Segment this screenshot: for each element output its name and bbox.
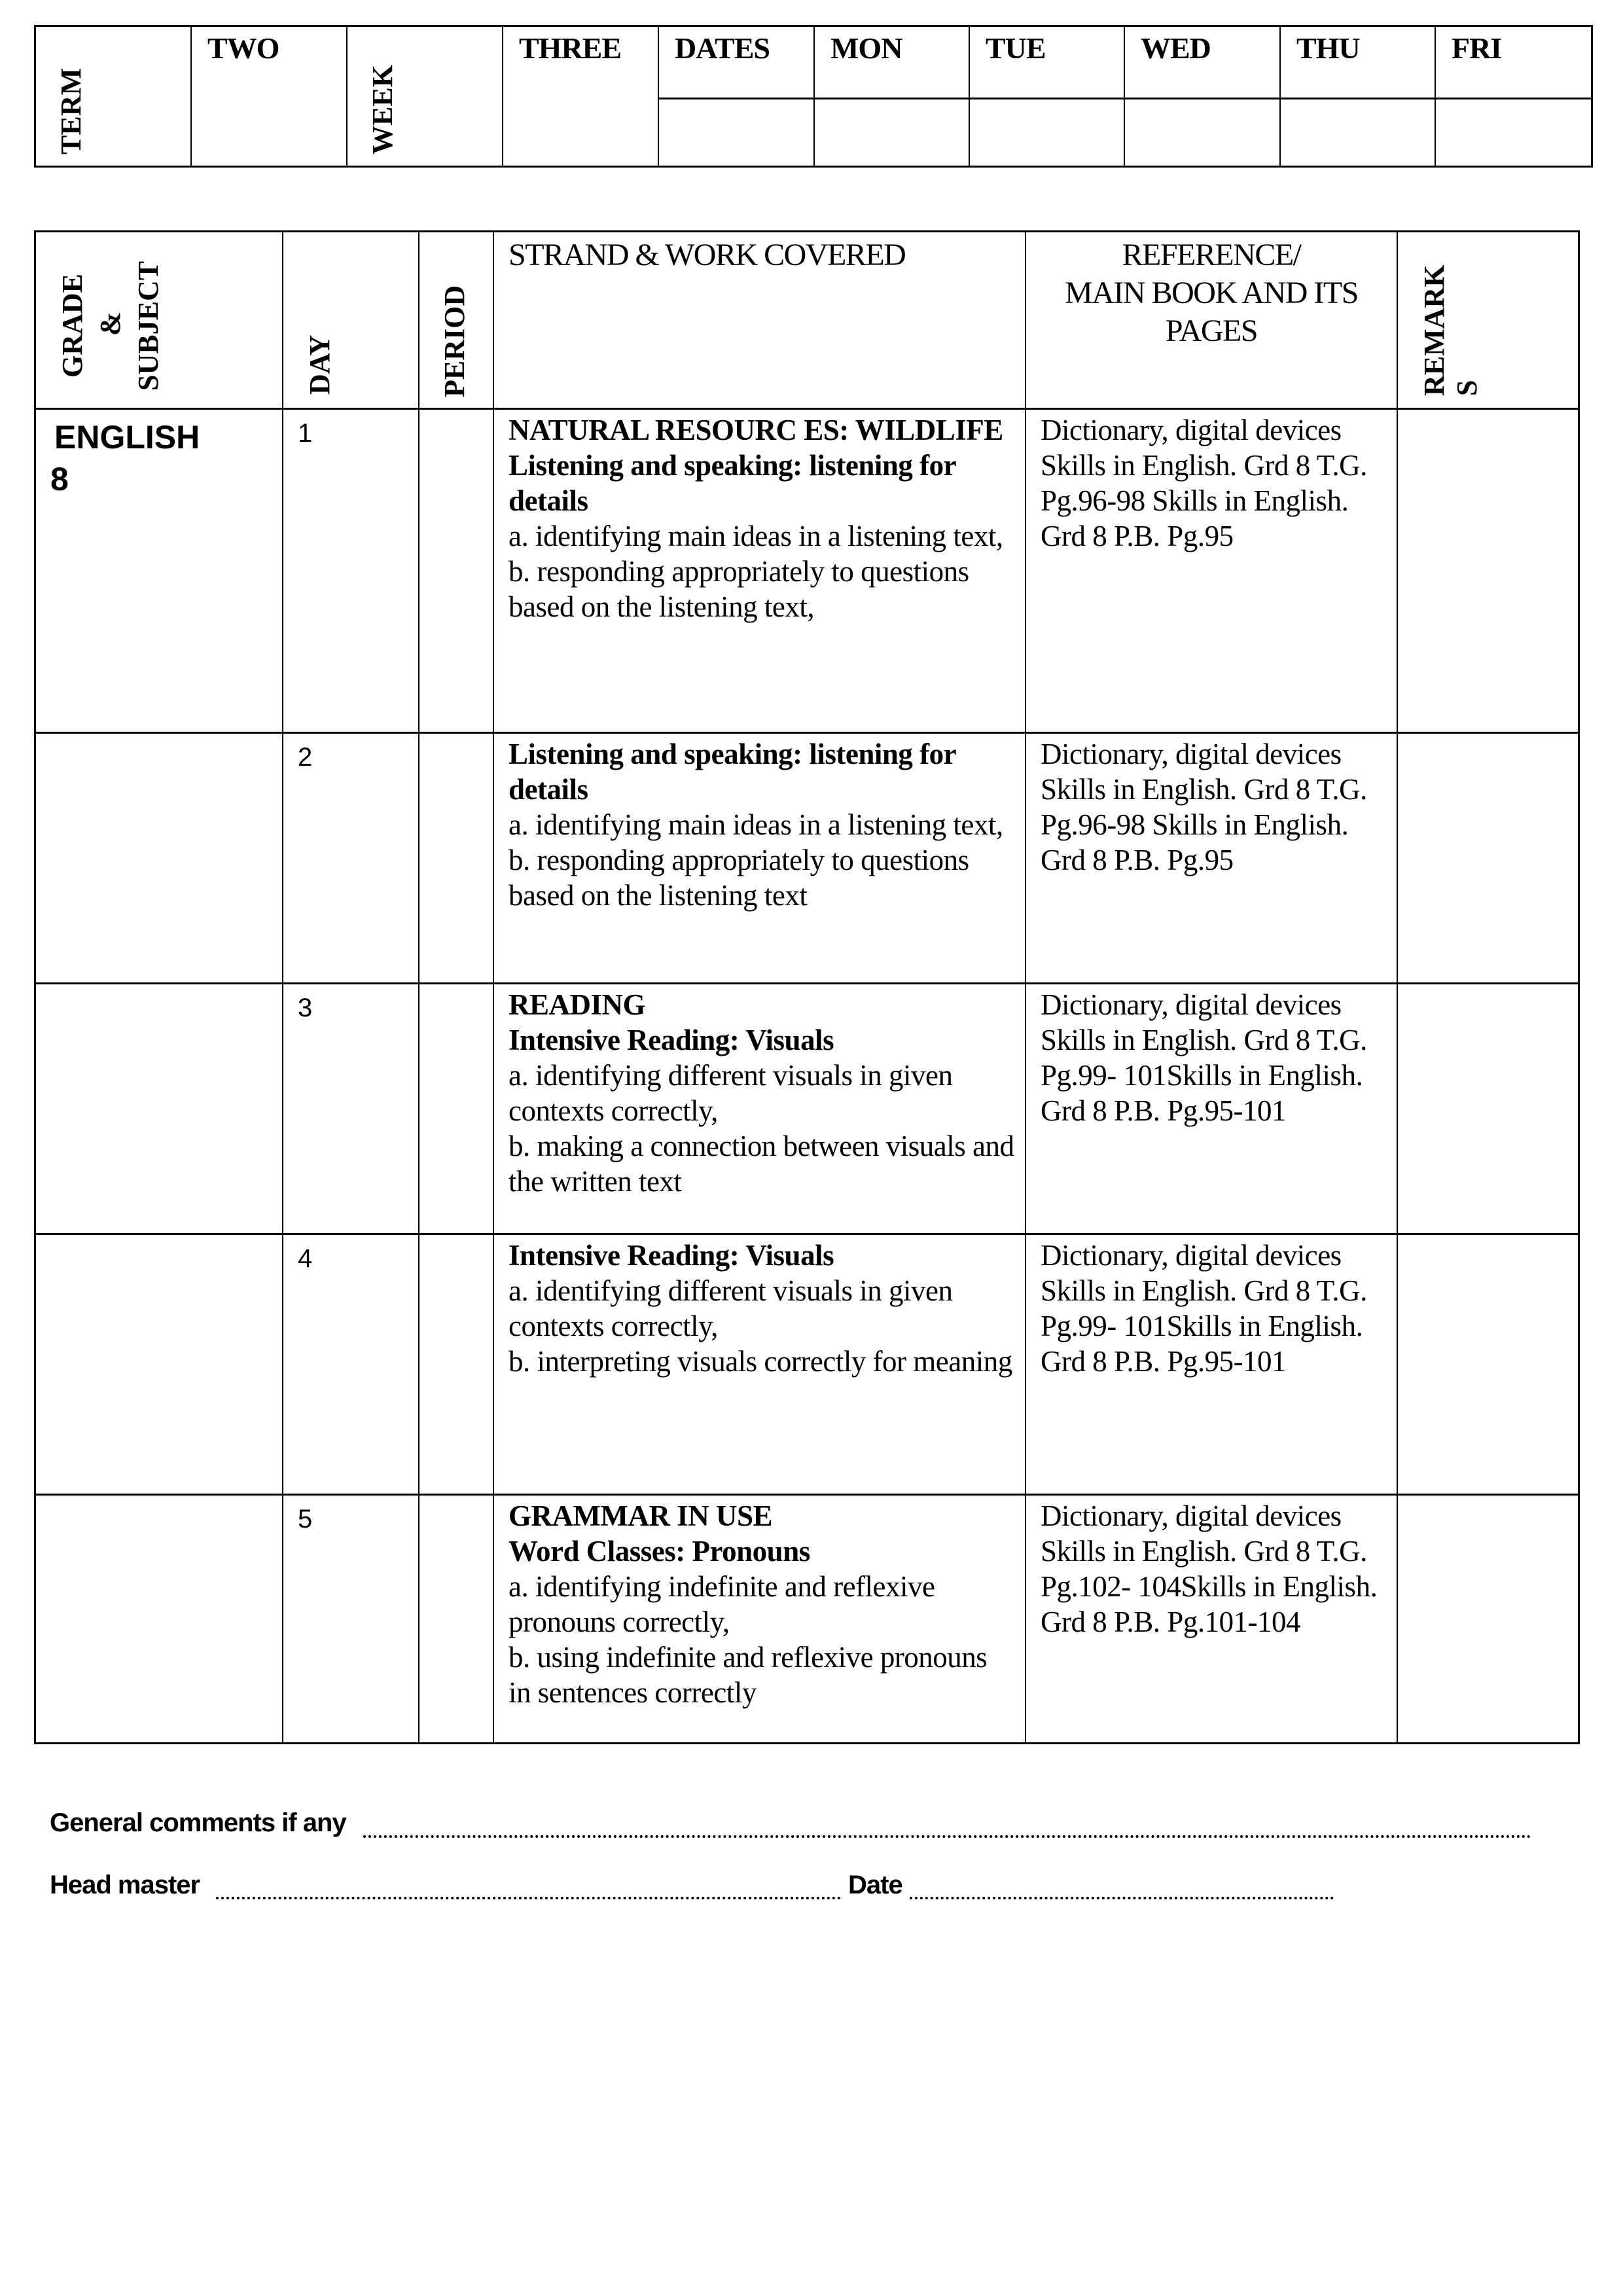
header-subject-label: SUBJECT <box>132 260 164 391</box>
general-comments-label: General comments if any <box>50 1808 346 1837</box>
reference-text: Dictionary, digital devices Skills in English. Grd 8 T.G. Pg.102- 104Skills in English. Grd 8 P.B. Pg.101-104 <box>1041 1499 1378 1638</box>
day-number: 1 <box>298 419 313 448</box>
subject-name: ENGLISH <box>54 419 200 456</box>
day-col-fri <box>1436 27 1591 166</box>
dates-grid <box>659 27 1591 166</box>
reference-text: Dictionary, digital devices Skills in English. Grd 8 T.G. Pg.96-98 Skills in English. Grd 8 P.B. Pg.95 <box>1041 414 1367 552</box>
strand-cell <box>494 734 1026 982</box>
header-grade-subject <box>36 232 283 408</box>
strand-item: a. identifying main ideas in a listening text, <box>508 808 1003 841</box>
reference-text: Dictionary, digital devices Skills in English. Grd 8 T.G. Pg.99- 101Skills in English. Grd 8 P.B. Pg.95-101 <box>1041 988 1367 1127</box>
term-label-cell <box>36 27 192 166</box>
day-label-mon: MON <box>830 31 902 65</box>
strand-subtitle: Intensive Reading: Visuals <box>508 1024 834 1056</box>
strand-item: b. responding appropriately to questions based on the listening text <box>508 844 969 912</box>
week-label-cell <box>348 27 503 166</box>
strand-cell <box>494 410 1026 732</box>
day-cell <box>283 734 419 982</box>
head-master-label: Head master <box>50 1871 200 1899</box>
header-reference-line1: REFERENCE/ <box>1122 238 1301 272</box>
table-header-row <box>36 232 1578 410</box>
dates-label-cell <box>659 27 815 166</box>
strand-item: a. identifying different visuals in given contexts correctly, <box>508 1059 953 1127</box>
header-strand <box>494 232 1026 408</box>
strand-cell <box>494 984 1026 1233</box>
header-reference-line3: PAGES <box>1165 314 1258 348</box>
day-cell <box>283 1235 419 1494</box>
period-cell[interactable] <box>419 984 494 1233</box>
day-cell <box>283 410 419 732</box>
strand-item: a. identifying main ideas in a listening text, <box>508 520 1003 552</box>
day-number: 3 <box>298 994 313 1022</box>
date-label: Date <box>848 1871 902 1899</box>
table-row <box>36 734 1578 984</box>
head-master-signature-field[interactable] <box>216 1897 841 1899</box>
remarks-cell[interactable] <box>1398 1496 1578 1742</box>
day-col-wed <box>1125 27 1281 166</box>
header-ampersand: & <box>94 312 126 336</box>
header-period <box>419 232 494 408</box>
remarks-cell[interactable] <box>1398 1235 1578 1494</box>
term-label: TERM <box>55 68 87 154</box>
general-comments-field[interactable] <box>363 1835 1531 1838</box>
table-row <box>36 410 1578 734</box>
strand-subtitle: Word Classes: Pronouns <box>508 1535 810 1568</box>
remarks-cell[interactable] <box>1398 984 1578 1233</box>
period-cell[interactable] <box>419 410 494 732</box>
strand-subtitle: Intensive Reading: Visuals <box>508 1239 834 1272</box>
reference-cell <box>1026 1235 1398 1494</box>
strand-title: READING <box>508 988 646 1021</box>
header-remarks-line2: S <box>1451 380 1483 396</box>
header-reference-line2: MAIN BOOK AND ITS <box>1065 276 1358 310</box>
day-col-tue <box>970 27 1125 166</box>
day-label-tue: TUE <box>986 31 1046 65</box>
table-row <box>36 1496 1578 1742</box>
strand-item: b. making a connection between visuals and the written text <box>508 1130 1014 1198</box>
header-reference <box>1026 232 1398 408</box>
period-cell[interactable] <box>419 1496 494 1742</box>
header-period-label: PERIOD <box>438 285 471 397</box>
day-cell <box>283 1496 419 1742</box>
date-input-wed[interactable] <box>1125 99 1279 166</box>
subject-cell <box>36 984 283 1233</box>
term-value-cell <box>192 27 348 166</box>
reference-cell <box>1026 410 1398 732</box>
date-field[interactable] <box>910 1897 1334 1899</box>
reference-text: Dictionary, digital devices Skills in English. Grd 8 T.G. Pg.96-98 Skills in English. Grd 8 P.B. Pg.95 <box>1041 738 1367 876</box>
subject-cell <box>36 410 283 732</box>
strand-subtitle: Listening and speaking: listening for details <box>508 449 956 517</box>
week-value: THREE <box>519 31 622 65</box>
term-week-table <box>34 25 1593 168</box>
subject-cell <box>36 734 283 982</box>
strand-item: a. identifying indefinite and reflexive pronouns correctly, <box>508 1570 935 1638</box>
week-value-cell <box>503 27 659 166</box>
reference-cell <box>1026 1496 1398 1742</box>
subject-grade: 8 <box>50 461 69 497</box>
remarks-cell[interactable] <box>1398 410 1578 732</box>
reference-text: Dictionary, digital devices Skills in English. Grd 8 T.G. Pg.99- 101Skills in English. Grd 8 P.B. Pg.95-101 <box>1041 1239 1367 1378</box>
strand-item: a. identifying different visuals in given contexts correctly, <box>508 1274 953 1342</box>
strand-title: NATURAL RESOURC ES: WILDLIFE <box>508 414 1003 446</box>
reference-cell <box>1026 734 1398 982</box>
period-cell[interactable] <box>419 734 494 982</box>
period-cell[interactable] <box>419 1235 494 1494</box>
term-value: TWO <box>207 31 279 65</box>
subject-cell <box>36 1235 283 1494</box>
header-strand-label: STRAND & WORK COVERED <box>508 238 906 272</box>
day-number: 2 <box>298 743 313 772</box>
date-input-thu[interactable] <box>1281 99 1435 166</box>
strand-cell <box>494 1235 1026 1494</box>
header-day-label: DAY <box>304 334 336 395</box>
table-row <box>36 984 1578 1235</box>
subject-cell <box>36 1496 283 1742</box>
strand-cell <box>494 1496 1026 1742</box>
scheme-of-work-table <box>34 230 1580 1744</box>
day-label-fri: FRI <box>1452 31 1502 65</box>
subject-label <box>50 416 200 500</box>
strand-item: b. interpreting visuals correctly for meaning <box>508 1345 1012 1378</box>
remarks-cell[interactable] <box>1398 734 1578 982</box>
header-remarks <box>1398 232 1578 408</box>
strand-item: b. using indefinite and reflexive pronouns in sentences correctly <box>508 1641 988 1709</box>
date-input-tue[interactable] <box>970 99 1124 166</box>
week-label: WEEK <box>366 65 399 154</box>
header-grade-label: GRADE <box>56 274 88 378</box>
day-label-thu: THU <box>1296 31 1360 65</box>
date-input-mon[interactable] <box>815 99 969 166</box>
strand-title: GRAMMAR IN USE <box>508 1499 772 1532</box>
table-row <box>36 1235 1578 1496</box>
strand-subtitle: Listening and speaking: listening for details <box>508 738 956 806</box>
day-cell <box>283 984 419 1233</box>
day-col-thu <box>1281 27 1436 166</box>
day-label-wed: WED <box>1141 31 1211 65</box>
header-day <box>283 232 419 408</box>
reference-cell <box>1026 984 1398 1233</box>
day-number: 5 <box>298 1505 313 1534</box>
dates-label: DATES <box>675 31 770 65</box>
day-number: 4 <box>298 1244 313 1273</box>
date-input-fri[interactable] <box>1436 99 1591 166</box>
header-remarks-line1: REMARK <box>1418 264 1450 396</box>
day-col-mon <box>815 27 970 166</box>
strand-item: b. responding appropriately to questions based on the listening text, <box>508 555 969 623</box>
